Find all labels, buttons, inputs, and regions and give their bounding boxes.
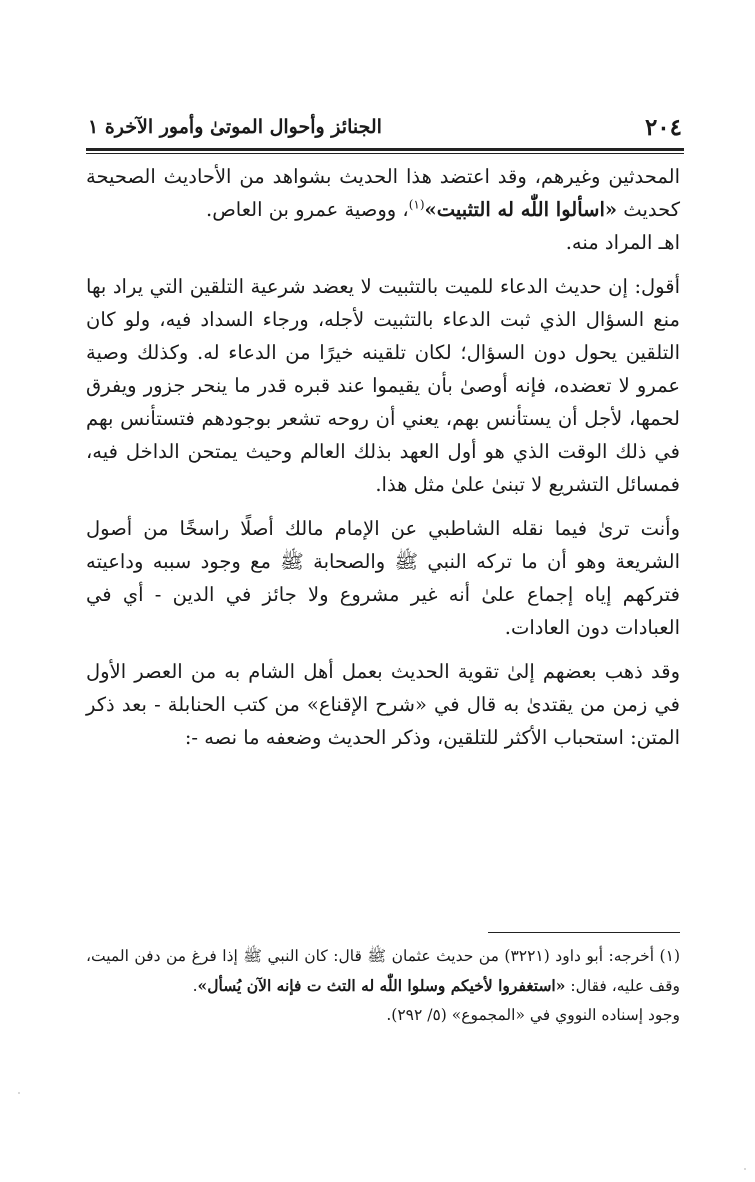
- hadith-quote: «اسألوا اللّٰه له التثبيت»: [424, 198, 618, 221]
- footnote-1-end: .: [192, 977, 198, 995]
- header-rule-thick: [86, 148, 684, 151]
- footnote-rule: [488, 932, 680, 933]
- footnotes: [86, 942, 680, 1030]
- paragraph-2: اهـ المراد منه.: [565, 231, 680, 254]
- scan-speck: [18, 1092, 20, 1094]
- footnote-1: [86, 942, 680, 1001]
- footnote-1-quote: «استغفروا لأخيكم وسلوا اللّٰه له التث ت فإنه الآن يُسأل»: [197, 976, 566, 995]
- footnote-1-text: (١) أخرجه: أبو داود (٣٢٢١) من حديث عثمان ﷺ قال: كان النبي ﷺ إذا فرغ من دفن الميت، وقف عليه، فقال:: [86, 947, 680, 995]
- main-text: [86, 160, 680, 754]
- page-header: [88, 106, 682, 148]
- page-number: ٢٠٤: [644, 113, 682, 141]
- paragraph-4: وأنت ترىٰ فيما نقله الشاطبي عن الإمام مالك أصلًا راسخًا من أصول الشريعة وهو أن ما تركه النبي ﷺ والصحابة ﷺ مع وجود سببه وداعيته فتركهم إياه إجماع علىٰ أنه غير مشروع ولا جائز في الدين - أي في العبادات دون العادات.: [86, 517, 680, 639]
- paragraph-1-end: ، ووصية عمرو بن العاص.: [206, 198, 409, 221]
- footnote-marker: (١): [408, 197, 425, 212]
- paragraph-1: [86, 160, 680, 226]
- running-title: الجنائز وأحوال الموتىٰ وأمور الآخرة ١: [88, 116, 382, 138]
- footnote-1-continuation: وجود إسناده النووي في «المجموع» (٥/ ٢٩٢).: [386, 1006, 680, 1024]
- paragraph-5: وقد ذهب بعضهم إلىٰ تقوية الحديث بعمل أهل الشام به من العصر الأول في زمن من يقتدىٰ به قال في «شرح الإقناع» من كتب الحنابلة - بعد ذكر المتن: استحباب الأكثر للتلقين، وذكر الحديث وضعفه ما نصه -:: [86, 660, 680, 749]
- scan-speck: [744, 1168, 746, 1170]
- paragraph-1-text: المحدثين وغيرهم، وقد اعتضد هذا الحديث بشواهد من الأحاديث الصحيحة كحديث: [86, 165, 680, 221]
- header-rule-thin: [86, 153, 684, 154]
- paragraph-3: أقول: إن حديث الدعاء للميت بالتثبيت لا يعضد شرعية التلقين التي يراد بها منع السؤال الذي ثبت الدعاء بالتثبيت لأجله، ورجاء السداد فيه، ولو كان التلقين يحول دون السؤال؛ لكان تلقينه خيرًا من الدعاء له. وكذلك وصية عمرو لا تعضده، فإنه أوصىٰ بأن يقيموا عند قبره قدر ما ينحر جزور ويفرق لحمها، لأجل أن يستأنس بهم، يعني أن روحه تشعر بوجودهم فتستأنس بهم في ذلك الوقت الذي هو أول العهد بذلك العالم وحيث يمتحن الداخل فيه، فمسائل التشريع لا تبنىٰ علىٰ مثل هذا.: [86, 275, 680, 496]
